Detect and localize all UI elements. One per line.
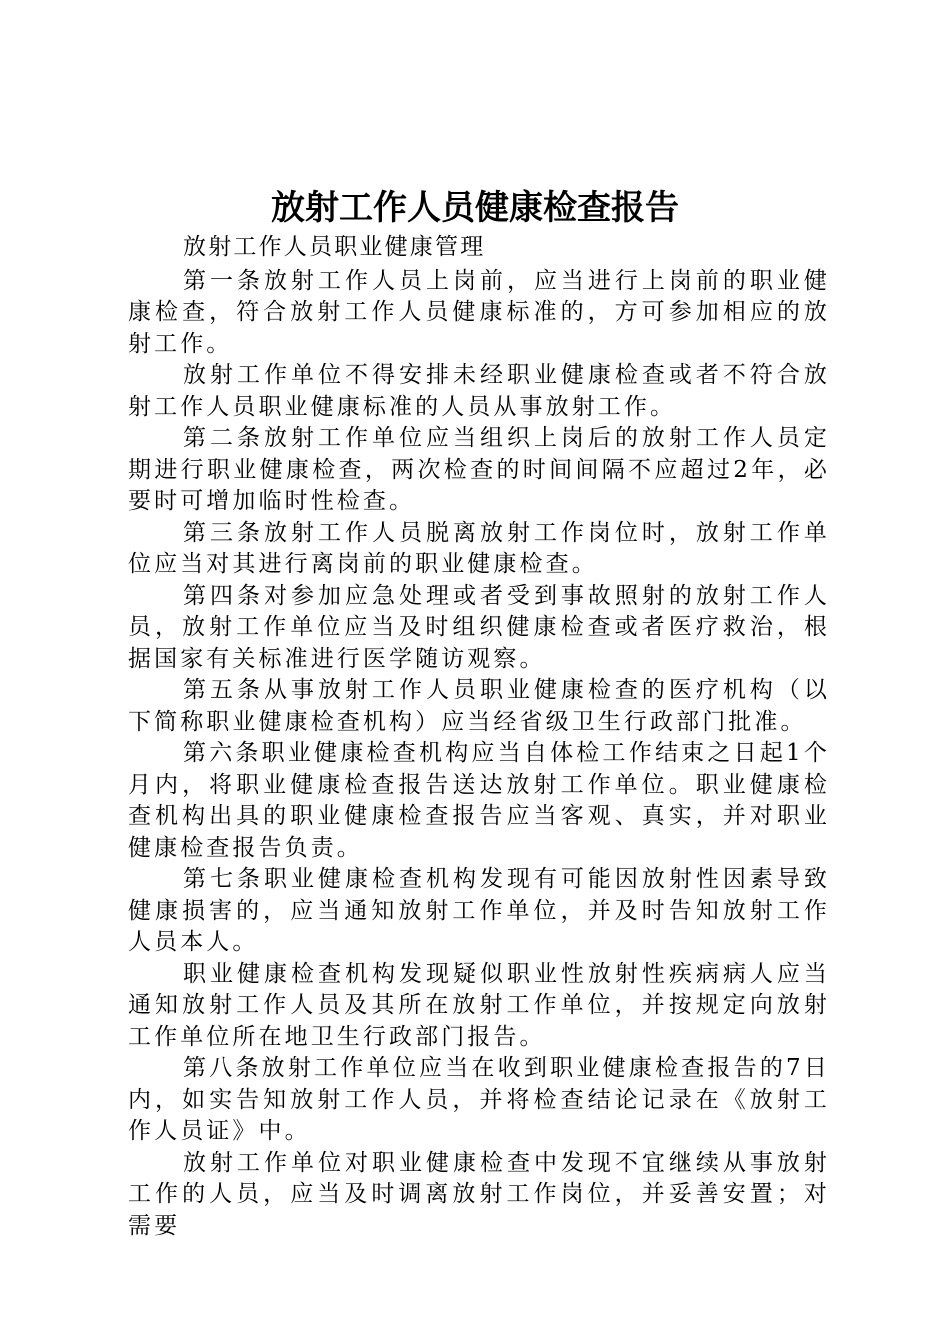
paragraph-article-3: 第三条放射工作人员脱离放射工作岗位时，放射工作单位应当对其进行离岗前的职业健康检查。 <box>128 519 830 577</box>
paragraph-article-5: 第五条从事放射工作人员职业健康检查的医疗机构（以下简称职业健康检查机构）应当经省级卫生行政部门批准。 <box>128 677 830 735</box>
paragraph-article-1: 第一条放射工作人员上岗前，应当进行上岗前的职业健康检查，符合放射工作人员健康标准的，方可参加相应的放射工作。 <box>128 267 830 357</box>
paragraph-article-1-note: 放射工作单位不得安排未经职业健康检查或者不符合放射工作人员职业健康标准的人员从事放射工作。 <box>128 362 830 420</box>
paragraph-article-4: 第四条对参加应急处理或者受到事故照射的放射工作人员，放射工作单位应当及时组织健康检查或者医疗救治，根据国家有关标准进行医学随访观察。 <box>128 582 830 672</box>
section-subheading: 放射工作人员职业健康管理 <box>183 234 486 260</box>
document-title: 放射工作人员健康检查报告 <box>271 188 679 228</box>
paragraph-article-8: 第八条放射工作单位应当在收到职业健康检查报告的7日内，如实告知放射工作人员，并将检查结论记录在《放射工作人员证》中。 <box>128 1055 830 1144</box>
paragraph-article-2: 第二条放射工作单位应当组织上岗后的放射工作人员定期进行职业健康检查，两次检查的时间间隔不应超过2年，必要时可增加临时性检查。 <box>128 425 830 514</box>
paragraph-article-7-note: 职业健康检查机构发现疑似职业性放射性疾病病人应当通知放射工作人员及其所在放射工作单位，并按规定向放射工作单位所在地卫生行政部门报告。 <box>128 960 830 1050</box>
paragraph-article-8-note: 放射工作单位对职业健康检查中发现不宜继续从事放射工作的人员，应当及时调离放射工作岗位，并妥善安置；对需要 <box>128 1149 830 1239</box>
document-body <box>128 232 830 1242</box>
paragraph-article-7: 第七条职业健康检查机构发现有可能因放射性因素导致健康损害的，应当通知放射工作单位，并及时告知放射工作人员本人。 <box>128 866 830 955</box>
paragraph-article-6: 第六条职业健康检查机构应当自体检工作结束之日起1个月内，将职业健康检查报告送达放射工作单位。职业健康检查机构出具的职业健康检查报告应当客观、真实，并对职业健康检查报告负责。 <box>128 740 830 861</box>
